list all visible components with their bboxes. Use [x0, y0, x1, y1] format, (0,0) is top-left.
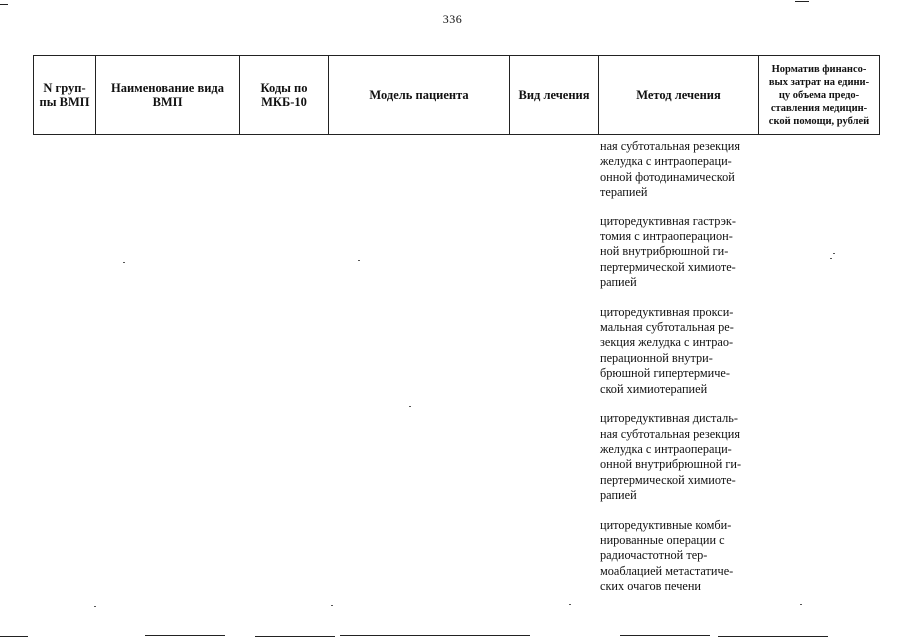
method-item: циторедуктивная прокси- мальная субтотальная ре- зекция желудка с интрао- перационной внутри- брюшной гипертермиче- ской химиотерапией: [600, 304, 734, 396]
header-treatment-type: [509, 56, 598, 134]
header-icd-codes: [239, 56, 328, 134]
scan-speck: [830, 258, 832, 259]
scan-speck: [800, 604, 802, 605]
scan-edge-line: [340, 635, 530, 636]
scan-speck: [569, 604, 571, 605]
treatment-method-list: [600, 139, 755, 609]
scan-edge-line: [0, 636, 28, 637]
method-item: ная субтотальная резекция желудка с интраопераци- онной фотодинамической терапией: [600, 139, 740, 200]
method-item: циторедуктивная дисталь- ная субтотальная резекция желудка с интраопераци- онной внутрибрюшной ги- пертермической химиоте- рапией: [600, 411, 742, 503]
scan-edge-mark: [795, 1, 809, 2]
scan-speck: [358, 260, 360, 261]
scan-speck: [331, 605, 333, 606]
table-header: [33, 55, 880, 135]
scan-edge-line: [718, 636, 828, 637]
scan-edge-line: [255, 636, 335, 637]
scan-speck: [94, 606, 96, 607]
header-vmp-name: [95, 56, 239, 134]
header-group-number-text: N груп- пы ВМП: [39, 81, 90, 109]
scan-speck: [123, 262, 125, 263]
method-item: циторедуктивные комби- нированные операции с радиочастотной тер- моаблацией метастатиче- ских очагов печени: [600, 517, 734, 594]
header-icd-codes-text: Коды по МКБ-10: [260, 81, 308, 109]
header-vmp-name-text: Наименование вида ВМП: [111, 81, 224, 109]
scan-edge-line: [145, 635, 225, 636]
header-patient-model: [328, 56, 509, 134]
scan-edge-mark: [0, 4, 8, 5]
header-treatment-method-text: Метод лечения: [636, 88, 721, 102]
header-group-number: [34, 56, 95, 134]
header-patient-model-text: Модель пациента: [369, 88, 469, 102]
method-item: циторедуктивная гастрэк- томия с интраоперацион- ной внутрибрюшной ги- пертермической химиоте- рапией: [600, 213, 736, 290]
header-treatment-type-text: Вид лечения: [518, 88, 590, 102]
scan-speck: [409, 406, 411, 407]
scan-edge-line: [620, 635, 710, 636]
header-cost-norm: [758, 56, 879, 134]
scan-speck: [833, 253, 835, 254]
header-cost-norm-text: Норматив финансо- вых затрат на едини- цу объема предо- ставления медицин- ской помощи, рублей: [768, 63, 870, 127]
page-number: 336: [442, 12, 463, 26]
header-treatment-method: [598, 56, 758, 134]
